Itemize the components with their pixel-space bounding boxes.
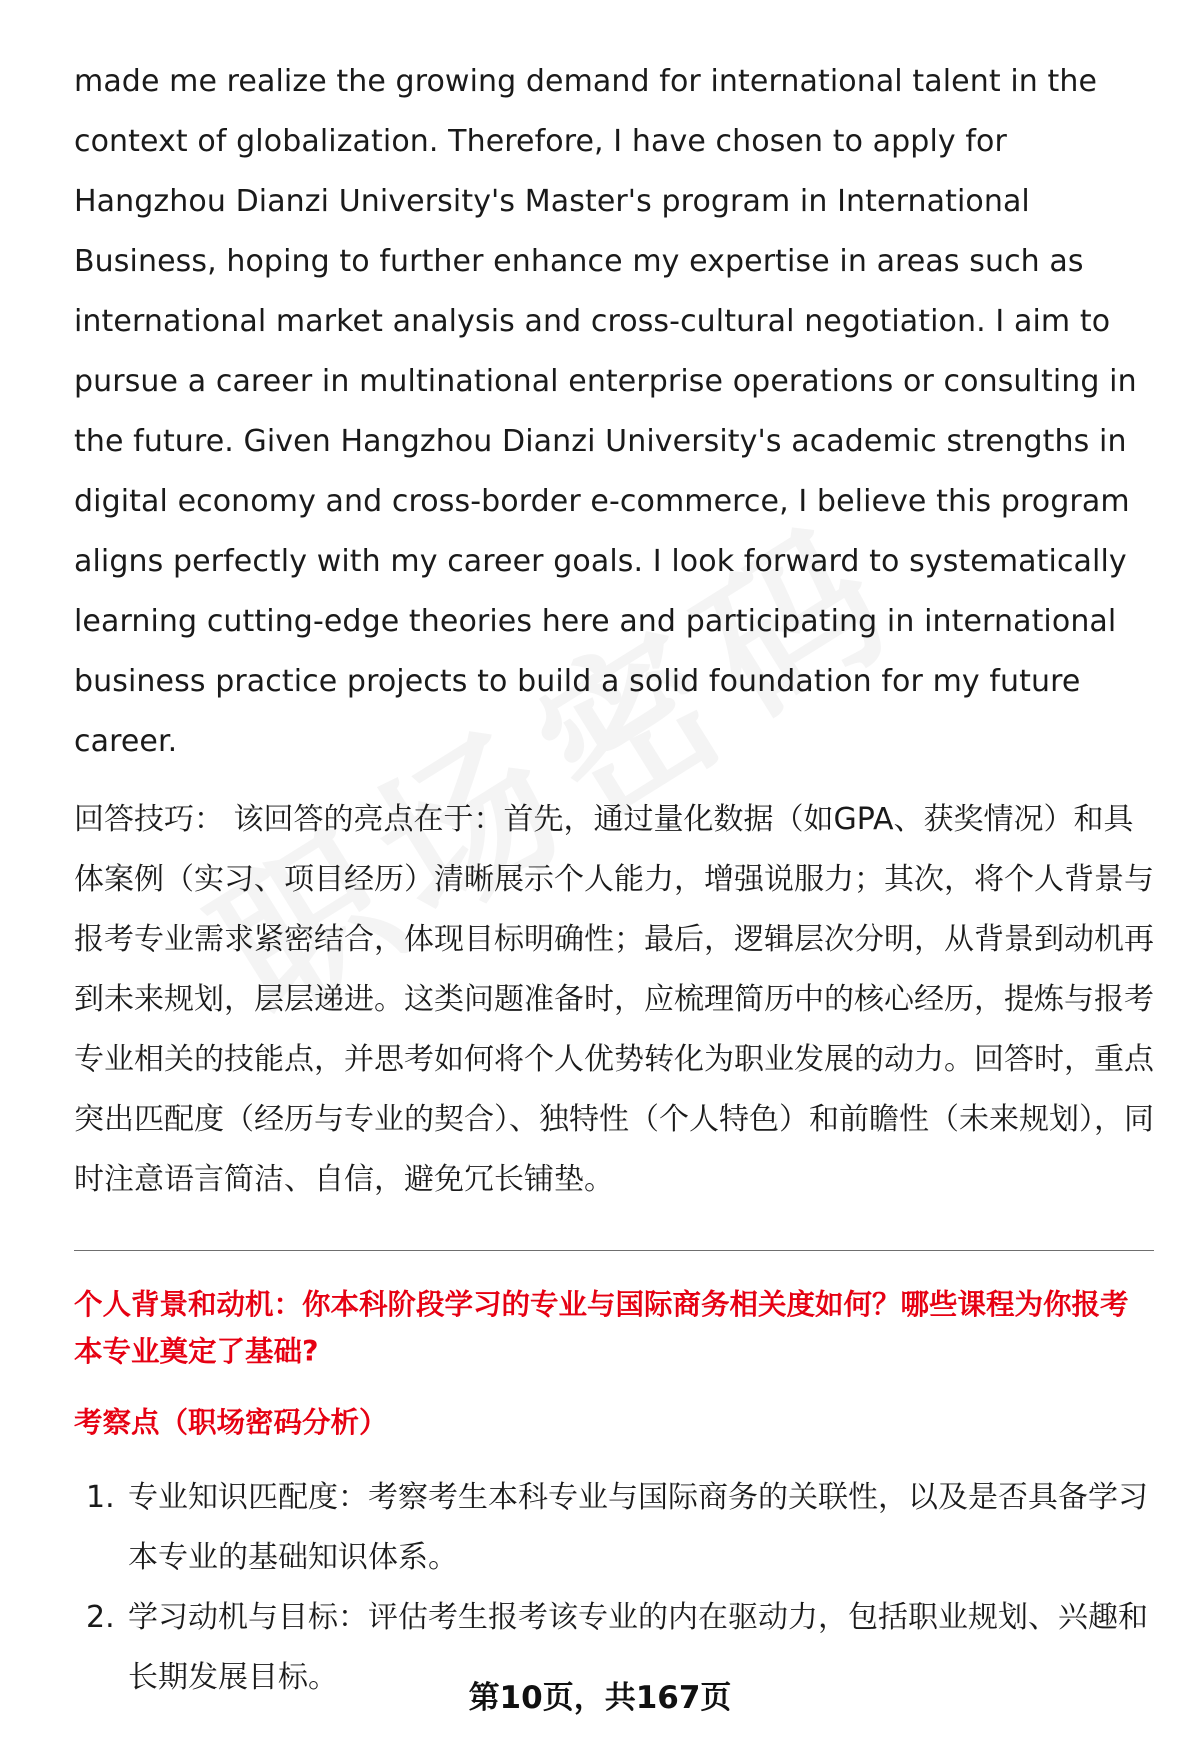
- list-item-number: 2.: [86, 1600, 115, 1635]
- tips-text: 该回答的亮点在于：首先，通过量化数据（如GPA、获奖情况）和具体案例（实习、项目经历）清晰展示个人能力，增强说服力；其次，将个人背景与报考专业需求紧密结合，体现目标明确性；最后，逻辑层次分明，从背景到动机再到未来规划，层层递进。这类问题准备时，应梳理简历中的核心经历，提炼与报考专业相关的技能点，并思考如何将个人优势转化为职业发展的动力。回答时，重点突出匹配度（经历与专业的契合）、独特性（个人特色）和前瞻性（未来规划），同时注意语言简洁、自信，避免冗长铺垫。: [74, 802, 1154, 1197]
- page-number-footer: 第10页，共167页: [468, 1680, 732, 1716]
- section-title: 考察点（职场密码分析）: [74, 1406, 388, 1439]
- list-item-text: 学习动机与目标：评估考生报考该专业的内在驱动力，包括职业规划、兴趣和长期发展目标。: [128, 1600, 1148, 1695]
- list-item-number: 1.: [86, 1480, 115, 1515]
- section-divider: [74, 1250, 1154, 1251]
- tips-label: 回答技巧：: [74, 802, 224, 837]
- document-page: [74, 52, 1154, 1708]
- question-heading: 个人背景和动机：你本科阶段学习的专业与国际商务相关度如何？哪些课程为你报考本专业奠定了基础?: [74, 1288, 1129, 1368]
- list-item: [74, 1468, 1154, 1588]
- answer-tips: [74, 790, 1154, 1210]
- answer-paragraph: made me realize the growing demand for international talent in the context of globalization. Therefore, I have chosen to apply for Hangzhou Dianzi University's Master's program in International Business, hoping to further enhance my expertise in areas such as international market analysis and cross-cultural negotiation. I aim to pursue a career in multinational enterprise operations or consulting in the future. Given Hangzhou Dianzi University's academic strengths in digital economy and cross-border e-commerce, I believe this program aligns perfectly with my career goals. I look forward to systematically learning cutting-edge theories here and participating in international business practice projects to build a solid foundation for my future career.: [74, 64, 1137, 759]
- assessment-points-list: [74, 1468, 1154, 1708]
- list-item-text: 专业知识匹配度：考察考生本科专业与国际商务的关联性，以及是否具备学习本专业的基础知识体系。: [128, 1480, 1148, 1575]
